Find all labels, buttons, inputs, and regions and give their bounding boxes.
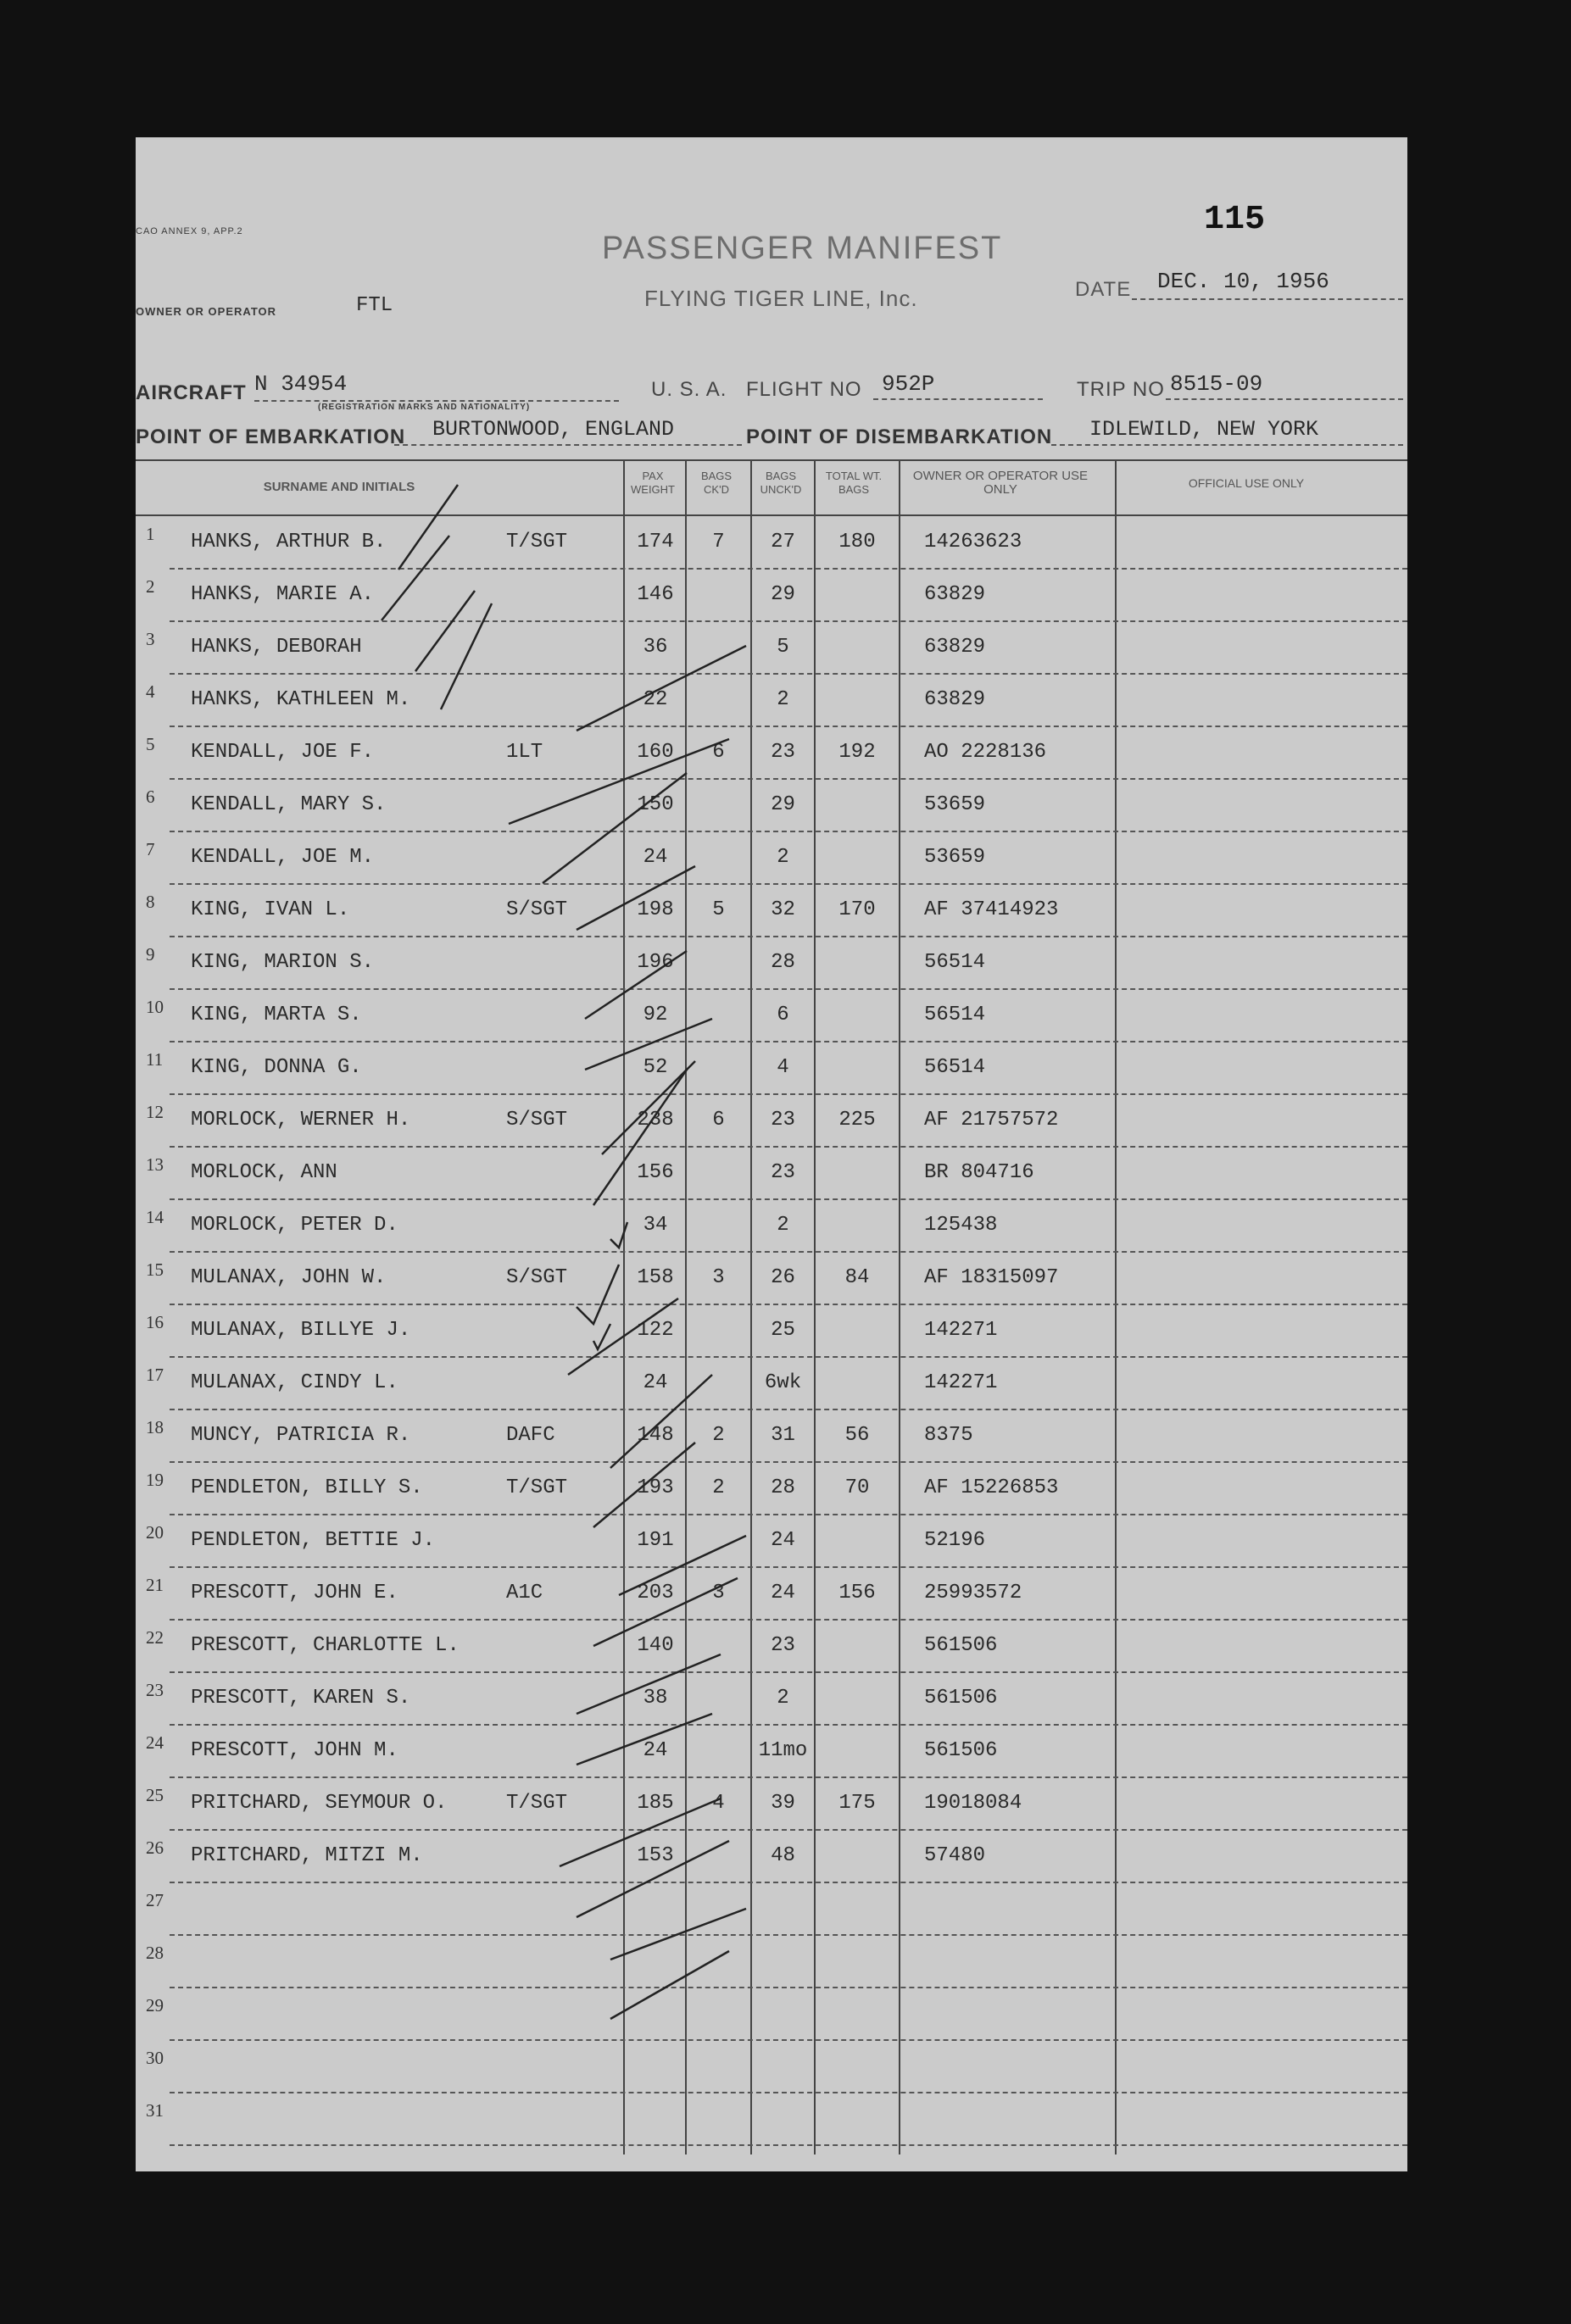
pax-weight: 238 — [637, 1109, 674, 1131]
bags-checked: 5 — [712, 898, 725, 921]
row-number: 31 — [146, 2100, 164, 2121]
owner-operator-id: 63829 — [924, 583, 986, 606]
owner-operator-id: 63829 — [924, 688, 986, 711]
column-header-bags-chkd: BAGS CK'D — [700, 470, 733, 496]
row-number: 5 — [146, 734, 155, 754]
pax-weight: 146 — [637, 583, 674, 606]
owner-operator-id: BR 804716 — [924, 1161, 1034, 1184]
pax-weight: 196 — [637, 951, 674, 974]
row-number: 14 — [146, 1207, 164, 1227]
owner-operator-id: 52196 — [924, 1529, 986, 1552]
owner-value: FTL — [356, 294, 393, 317]
passenger-name: HANKS, MARIE A. — [191, 583, 375, 606]
owner-operator-id: 19018084 — [924, 1792, 1022, 1815]
pax-weight: 193 — [637, 1476, 674, 1499]
bags-unchecked: 23 — [771, 1161, 795, 1184]
bags-unchecked: 24 — [771, 1582, 795, 1604]
passenger-rank: T/SGT — [506, 1476, 568, 1499]
passenger-name: HANKS, ARTHUR B. — [191, 531, 387, 553]
aircraft-value: N 34954 — [254, 371, 348, 397]
column-header-owner-use: OWNER OR OPERATOR USE ONLY — [912, 469, 1089, 497]
owner-operator-id: 56514 — [924, 1056, 986, 1079]
company-name: FLYING TIGER LINE, Inc. — [644, 286, 918, 311]
passenger-name: MORLOCK, WERNER H. — [191, 1109, 411, 1131]
passenger-rank: DAFC — [506, 1424, 555, 1447]
row-number: 1 — [146, 524, 155, 544]
passenger-rank: T/SGT — [506, 531, 568, 553]
pax-weight: 36 — [643, 636, 668, 659]
pax-weight: 153 — [637, 1844, 674, 1867]
flight-value: 952P — [882, 371, 935, 397]
column-header-weight: PAX WEIGHT — [631, 470, 675, 496]
owner-operator-id: AF 15226853 — [924, 1476, 1059, 1499]
total-bag-weight: 180 — [838, 531, 876, 553]
bags-unchecked: 32 — [771, 898, 795, 921]
row-number: 4 — [146, 681, 155, 702]
pax-weight: 191 — [637, 1529, 674, 1552]
passenger-name: HANKS, DEBORAH — [191, 636, 362, 659]
bags-unchecked: 25 — [771, 1319, 795, 1342]
total-bag-weight: 175 — [838, 1792, 876, 1815]
passenger-name: KING, MARION S. — [191, 951, 375, 974]
disembark-value: IDLEWILD, NEW YORK — [1089, 417, 1319, 442]
bags-unchecked: 28 — [771, 1476, 795, 1499]
passenger-rank: S/SGT — [506, 1266, 568, 1289]
bags-unchecked: 48 — [771, 1844, 795, 1867]
row-number: 12 — [146, 1102, 164, 1122]
disembark-label: POINT OF DISEMBARKATION — [746, 425, 1053, 448]
row-number: 6 — [146, 787, 155, 807]
row-number: 28 — [146, 1943, 164, 1963]
pax-weight: 160 — [637, 741, 674, 764]
passenger-rank: S/SGT — [506, 898, 568, 921]
owner-operator-id: 56514 — [924, 1004, 986, 1026]
passenger-name: PRESCOTT, CHARLOTTE L. — [191, 1634, 460, 1657]
owner-operator-id: 142271 — [924, 1371, 998, 1394]
aircraft-label: AIRCRAFT — [136, 381, 247, 404]
pax-weight: 22 — [643, 688, 668, 711]
row-number: 27 — [146, 1890, 164, 1910]
passenger-name: MULANAX, BILLYE J. — [191, 1319, 411, 1342]
date-value: DEC. 10, 1956 — [1157, 269, 1329, 294]
total-bag-weight: 84 — [844, 1266, 870, 1289]
pax-weight: 24 — [643, 1739, 668, 1762]
row-number: 3 — [146, 629, 155, 649]
row-number: 23 — [146, 1680, 164, 1700]
row-number: 18 — [146, 1417, 164, 1437]
owner-operator-id: 63829 — [924, 636, 986, 659]
row-number: 10 — [146, 997, 164, 1017]
owner-operator-id: 53659 — [924, 846, 986, 869]
row-number: 29 — [146, 1995, 164, 2015]
bags-unchecked: 31 — [771, 1424, 795, 1447]
bags-unchecked: 23 — [771, 1634, 795, 1657]
owner-operator-id: 8375 — [924, 1424, 973, 1447]
passenger-name: MULANAX, CINDY L. — [191, 1371, 398, 1394]
pax-weight: 38 — [643, 1687, 668, 1710]
passenger-name: KENDALL, JOE F. — [191, 741, 375, 764]
pax-weight: 148 — [637, 1424, 674, 1447]
owner-operator-id: 561506 — [924, 1687, 998, 1710]
total-bag-weight: 170 — [838, 898, 876, 921]
row-number: 11 — [146, 1049, 164, 1070]
pax-weight: 203 — [637, 1582, 674, 1604]
total-bag-weight: 192 — [838, 741, 876, 764]
total-bag-weight: 225 — [838, 1109, 876, 1131]
date-label: DATE — [1075, 278, 1132, 301]
pax-weight: 140 — [637, 1634, 674, 1657]
registration-note: (REGISTRATION MARKS AND NATIONALITY) — [318, 403, 531, 412]
trip-label: TRIP NO — [1077, 378, 1165, 401]
row-number: 17 — [146, 1365, 164, 1385]
pax-weight: 156 — [637, 1161, 674, 1184]
manifest-sheet — [136, 137, 1407, 2171]
row-number: 9 — [146, 944, 155, 965]
column-header-surname: SURNAME AND INITIALS — [263, 480, 415, 494]
pax-weight: 34 — [643, 1214, 668, 1237]
pax-weight: 122 — [637, 1319, 674, 1342]
page-title: PASSENGER MANIFEST — [602, 231, 1003, 266]
passenger-name: PRITCHARD, MITZI M. — [191, 1844, 423, 1867]
passenger-rank: 1LT — [506, 741, 543, 764]
bags-unchecked: 27 — [771, 531, 795, 553]
bags-unchecked: 26 — [771, 1266, 795, 1289]
bags-checked: 3 — [712, 1266, 725, 1289]
owner-operator-id: 56514 — [924, 951, 986, 974]
bags-unchecked: 6 — [777, 1004, 789, 1026]
column-header-bags-unchkd: BAGS UNCK'D — [760, 470, 802, 496]
bags-unchecked: 23 — [771, 741, 795, 764]
owner-operator-id: 561506 — [924, 1634, 998, 1657]
pax-weight: 92 — [643, 1004, 668, 1026]
bags-checked: 4 — [712, 1792, 725, 1815]
bags-unchecked: 4 — [777, 1056, 789, 1079]
owner-operator-id: 561506 — [924, 1739, 998, 1762]
passenger-name: KENDALL, JOE M. — [191, 846, 375, 869]
owner-operator-id: 53659 — [924, 793, 986, 816]
passenger-name: MORLOCK, PETER D. — [191, 1214, 398, 1237]
pax-weight: 174 — [637, 531, 674, 553]
passenger-name: PENDLETON, BETTIE J. — [191, 1529, 436, 1552]
passenger-rank: S/SGT — [506, 1109, 568, 1131]
form-reference: CAO ANNEX 9, APP.2 — [136, 226, 243, 236]
pax-weight: 198 — [637, 898, 674, 921]
passenger-name: MORLOCK, ANN — [191, 1161, 337, 1184]
page-number: 115 — [1204, 201, 1266, 239]
bags-unchecked: 11mo — [758, 1739, 808, 1762]
row-number: 30 — [146, 2048, 164, 2068]
bags-unchecked: 24 — [771, 1529, 795, 1552]
row-number: 25 — [146, 1785, 164, 1805]
passenger-name: KING, DONNA G. — [191, 1056, 362, 1079]
bags-unchecked: 2 — [777, 688, 789, 711]
bags-checked: 2 — [712, 1476, 725, 1499]
bags-unchecked: 29 — [771, 583, 795, 606]
passenger-name: HANKS, KATHLEEN M. — [191, 688, 411, 711]
pax-weight: 150 — [637, 793, 674, 816]
owner-operator-id: AF 21757572 — [924, 1109, 1059, 1131]
pax-weight: 24 — [643, 1371, 668, 1394]
owner-operator-id: AO 2228136 — [924, 741, 1047, 764]
passenger-name: PRESCOTT, KAREN S. — [191, 1687, 411, 1710]
total-bag-weight: 156 — [838, 1582, 876, 1604]
owner-operator-id: 57480 — [924, 1844, 986, 1867]
row-number: 2 — [146, 576, 155, 597]
passenger-name: PRESCOTT, JOHN M. — [191, 1739, 398, 1762]
bags-unchecked: 28 — [771, 951, 795, 974]
owner-operator-id: AF 37414923 — [924, 898, 1059, 921]
bags-unchecked: 6wk — [764, 1371, 802, 1394]
row-number: 19 — [146, 1470, 164, 1490]
passenger-rank: T/SGT — [506, 1792, 568, 1815]
bags-unchecked: 2 — [777, 1687, 789, 1710]
trip-value: 8515-09 — [1170, 371, 1263, 397]
bags-unchecked: 2 — [777, 1214, 789, 1237]
flight-label: FLIGHT NO — [746, 378, 862, 401]
bags-checked: 7 — [712, 531, 725, 553]
passenger-name: KENDALL, MARY S. — [191, 793, 387, 816]
passenger-name: MULANAX, JOHN W. — [191, 1266, 387, 1289]
bags-checked: 6 — [712, 1109, 725, 1131]
bags-checked: 2 — [712, 1424, 725, 1447]
owner-operator-id: 14263623 — [924, 531, 1022, 553]
bags-checked: 6 — [712, 741, 725, 764]
column-header-total-wt: TOTAL WT. BAGS — [825, 470, 883, 496]
row-number: 24 — [146, 1732, 164, 1753]
usa-label: U. S. A. — [651, 378, 727, 401]
embark-value: BURTONWOOD, ENGLAND — [432, 417, 675, 442]
pax-weight: 158 — [637, 1266, 674, 1289]
owner-operator-id: 125438 — [924, 1214, 998, 1237]
row-number: 22 — [146, 1627, 164, 1648]
bags-unchecked: 2 — [777, 846, 789, 869]
passenger-name: PENDLETON, BILLY S. — [191, 1476, 423, 1499]
bags-unchecked: 5 — [777, 636, 789, 659]
handwritten-check-marks — [136, 137, 1407, 2171]
owner-label: OWNER OR OPERATOR — [136, 305, 277, 318]
pax-weight: 24 — [643, 846, 668, 869]
row-number: 20 — [146, 1522, 164, 1543]
passenger-name: PRITCHARD, SEYMOUR O. — [191, 1792, 448, 1815]
total-bag-weight: 70 — [844, 1476, 870, 1499]
owner-operator-id: AF 18315097 — [924, 1266, 1059, 1289]
owner-operator-id: 142271 — [924, 1319, 998, 1342]
row-number: 26 — [146, 1838, 164, 1858]
pax-weight: 185 — [637, 1792, 674, 1815]
bags-unchecked: 29 — [771, 793, 795, 816]
row-number: 13 — [146, 1154, 164, 1175]
row-number: 8 — [146, 892, 155, 912]
passenger-rank: A1C — [506, 1582, 543, 1604]
row-number: 21 — [146, 1575, 164, 1595]
owner-operator-id: 25993572 — [924, 1582, 1022, 1604]
row-number: 16 — [146, 1312, 164, 1332]
row-number: 15 — [146, 1259, 164, 1280]
total-bag-weight: 56 — [844, 1424, 870, 1447]
bags-unchecked: 23 — [771, 1109, 795, 1131]
bags-unchecked: 39 — [771, 1792, 795, 1815]
passenger-name: KING, MARTA S. — [191, 1004, 362, 1026]
embark-label: POINT OF EMBARKATION — [136, 425, 406, 448]
row-number: 7 — [146, 839, 155, 859]
column-header-official: OFFICIAL USE ONLY — [1188, 476, 1305, 490]
passenger-name: MUNCY, PATRICIA R. — [191, 1424, 411, 1447]
bags-checked: 3 — [712, 1582, 725, 1604]
passenger-name: KING, IVAN L. — [191, 898, 350, 921]
passenger-name: PRESCOTT, JOHN E. — [191, 1582, 398, 1604]
pax-weight: 52 — [643, 1056, 668, 1079]
